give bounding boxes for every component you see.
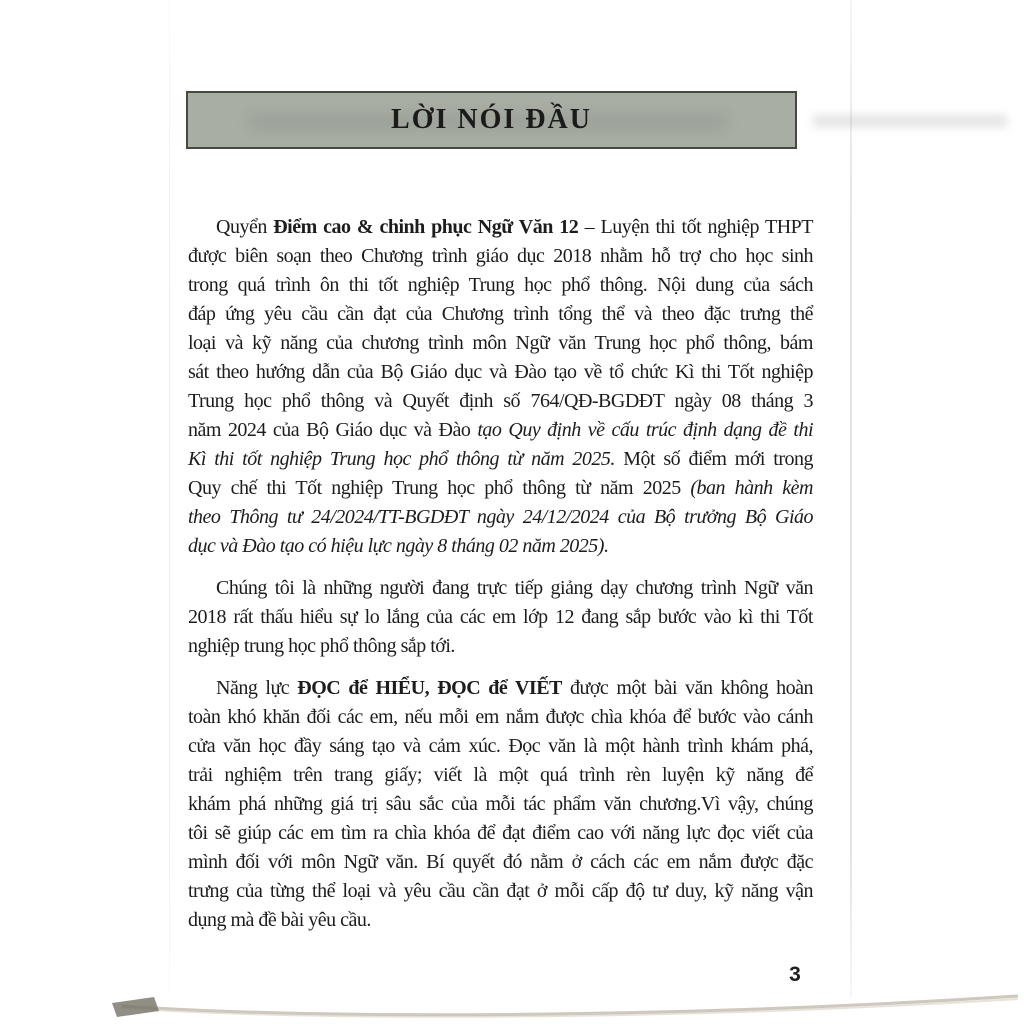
paragraph <box>188 213 813 561</box>
text-line: loại và kỹ năng của chương trình môn Ngữ văn Trung học phổ thông, bám <box>188 332 813 354</box>
paragraph <box>188 674 813 935</box>
text-line: Trung học phổ thông và Quyết định số 764/QĐ-BGDĐT ngày 08 tháng 3 <box>188 390 813 412</box>
preface-body <box>188 213 813 935</box>
section-header-bar <box>186 91 797 149</box>
paragraph <box>188 574 813 661</box>
text-line: trải nghiệm trên trang giấy; viết là một quá trình rèn luyện kỹ năng để <box>188 764 813 786</box>
page-number: 3 <box>789 963 801 986</box>
text-line: dục và Đào tạo có hiệu lực ngày 8 tháng 02 năm 2025). <box>188 535 609 557</box>
text-line: trong quá trình ôn thi tốt nghiệp Trung học phổ thông. Nội dung của sách <box>188 274 813 296</box>
bleed-through-smudge <box>812 114 1008 128</box>
text-line: sát theo hướng dẫn của Bộ Giáo dục và Đào tạo về tổ chức Kì thi Tốt nghiệp <box>188 361 813 383</box>
page-bottom-edge-shadow <box>90 984 1024 1022</box>
page-left-edge <box>169 0 170 992</box>
text-line: Quy chế thi Tốt nghiệp Trung học phổ thông từ năm 2025 (ban hành kèm <box>188 477 814 499</box>
text-line: được biên soạn theo Chương trình giáo dục 2018 nhằm hỗ trợ cho học sinh <box>188 245 813 267</box>
text-line: mình đối với môn Ngữ văn. Bí quyết đó nằm ở cách các em nắm được đặc <box>188 851 813 873</box>
text-line: 2018 rất thấu hiểu sự lo lắng của các em lớp 12 đang sắp bước vào kì thi Tốt <box>188 606 813 628</box>
text-line: Quyển Điểm cao & chinh phục Ngữ Văn 12 – Luyện thi tốt nghiệp THPT <box>216 216 813 238</box>
text-line: trưng của từng thể loại và yêu cầu cần đạt ở mỗi cấp độ tư duy, kỹ năng vận <box>188 880 813 902</box>
text-line: dụng mà đề bài yêu cầu. <box>188 909 371 931</box>
text-line: Kì thi tốt nghiệp Trung học phổ thông từ năm 2025. Một số điểm mới trong <box>188 448 813 470</box>
text-line: khám phá những giá trị sâu sắc của mỗi tác phẩm văn chương.Vì vậy, chúng <box>188 793 813 815</box>
text-line: Chúng tôi là những người đang trực tiếp giảng dạy chương trình Ngữ văn <box>216 577 813 599</box>
text-line: năm 2024 của Bộ Giáo dục và Đào tạo Quy định về cấu trúc định dạng đề thi <box>188 419 814 441</box>
text-line: cửa văn học đầy sáng tạo và cảm xúc. Đọc văn là một hành trình khám phá, <box>188 735 813 757</box>
text-line: tôi sẽ giúp các em tìm ra chìa khóa để đạt điểm cao với năng lực đọc viết của <box>188 822 813 844</box>
page-right-edge <box>850 0 852 998</box>
text-line: toàn khó khăn đối các em, nếu mỗi em nắm được chìa khóa để bước vào cánh <box>188 706 813 728</box>
text-line: nghiệp trung học phổ thông sắp tới. <box>188 635 455 657</box>
text-line: đáp ứng yêu cầu cần đạt của Chương trình tổng thể và theo đặc trưng thể <box>188 303 813 325</box>
page-title: LỜI NÓI ĐẦU <box>391 104 592 135</box>
text-line: theo Thông tư 24/2024/TT-BGDĐT ngày 24/12/2024 của Bộ trưởng Bộ Giáo <box>188 506 813 528</box>
text-line: Năng lực ĐỌC để HIỂU, ĐỌC để VIẾT được một bài văn không hoàn <box>216 677 814 699</box>
